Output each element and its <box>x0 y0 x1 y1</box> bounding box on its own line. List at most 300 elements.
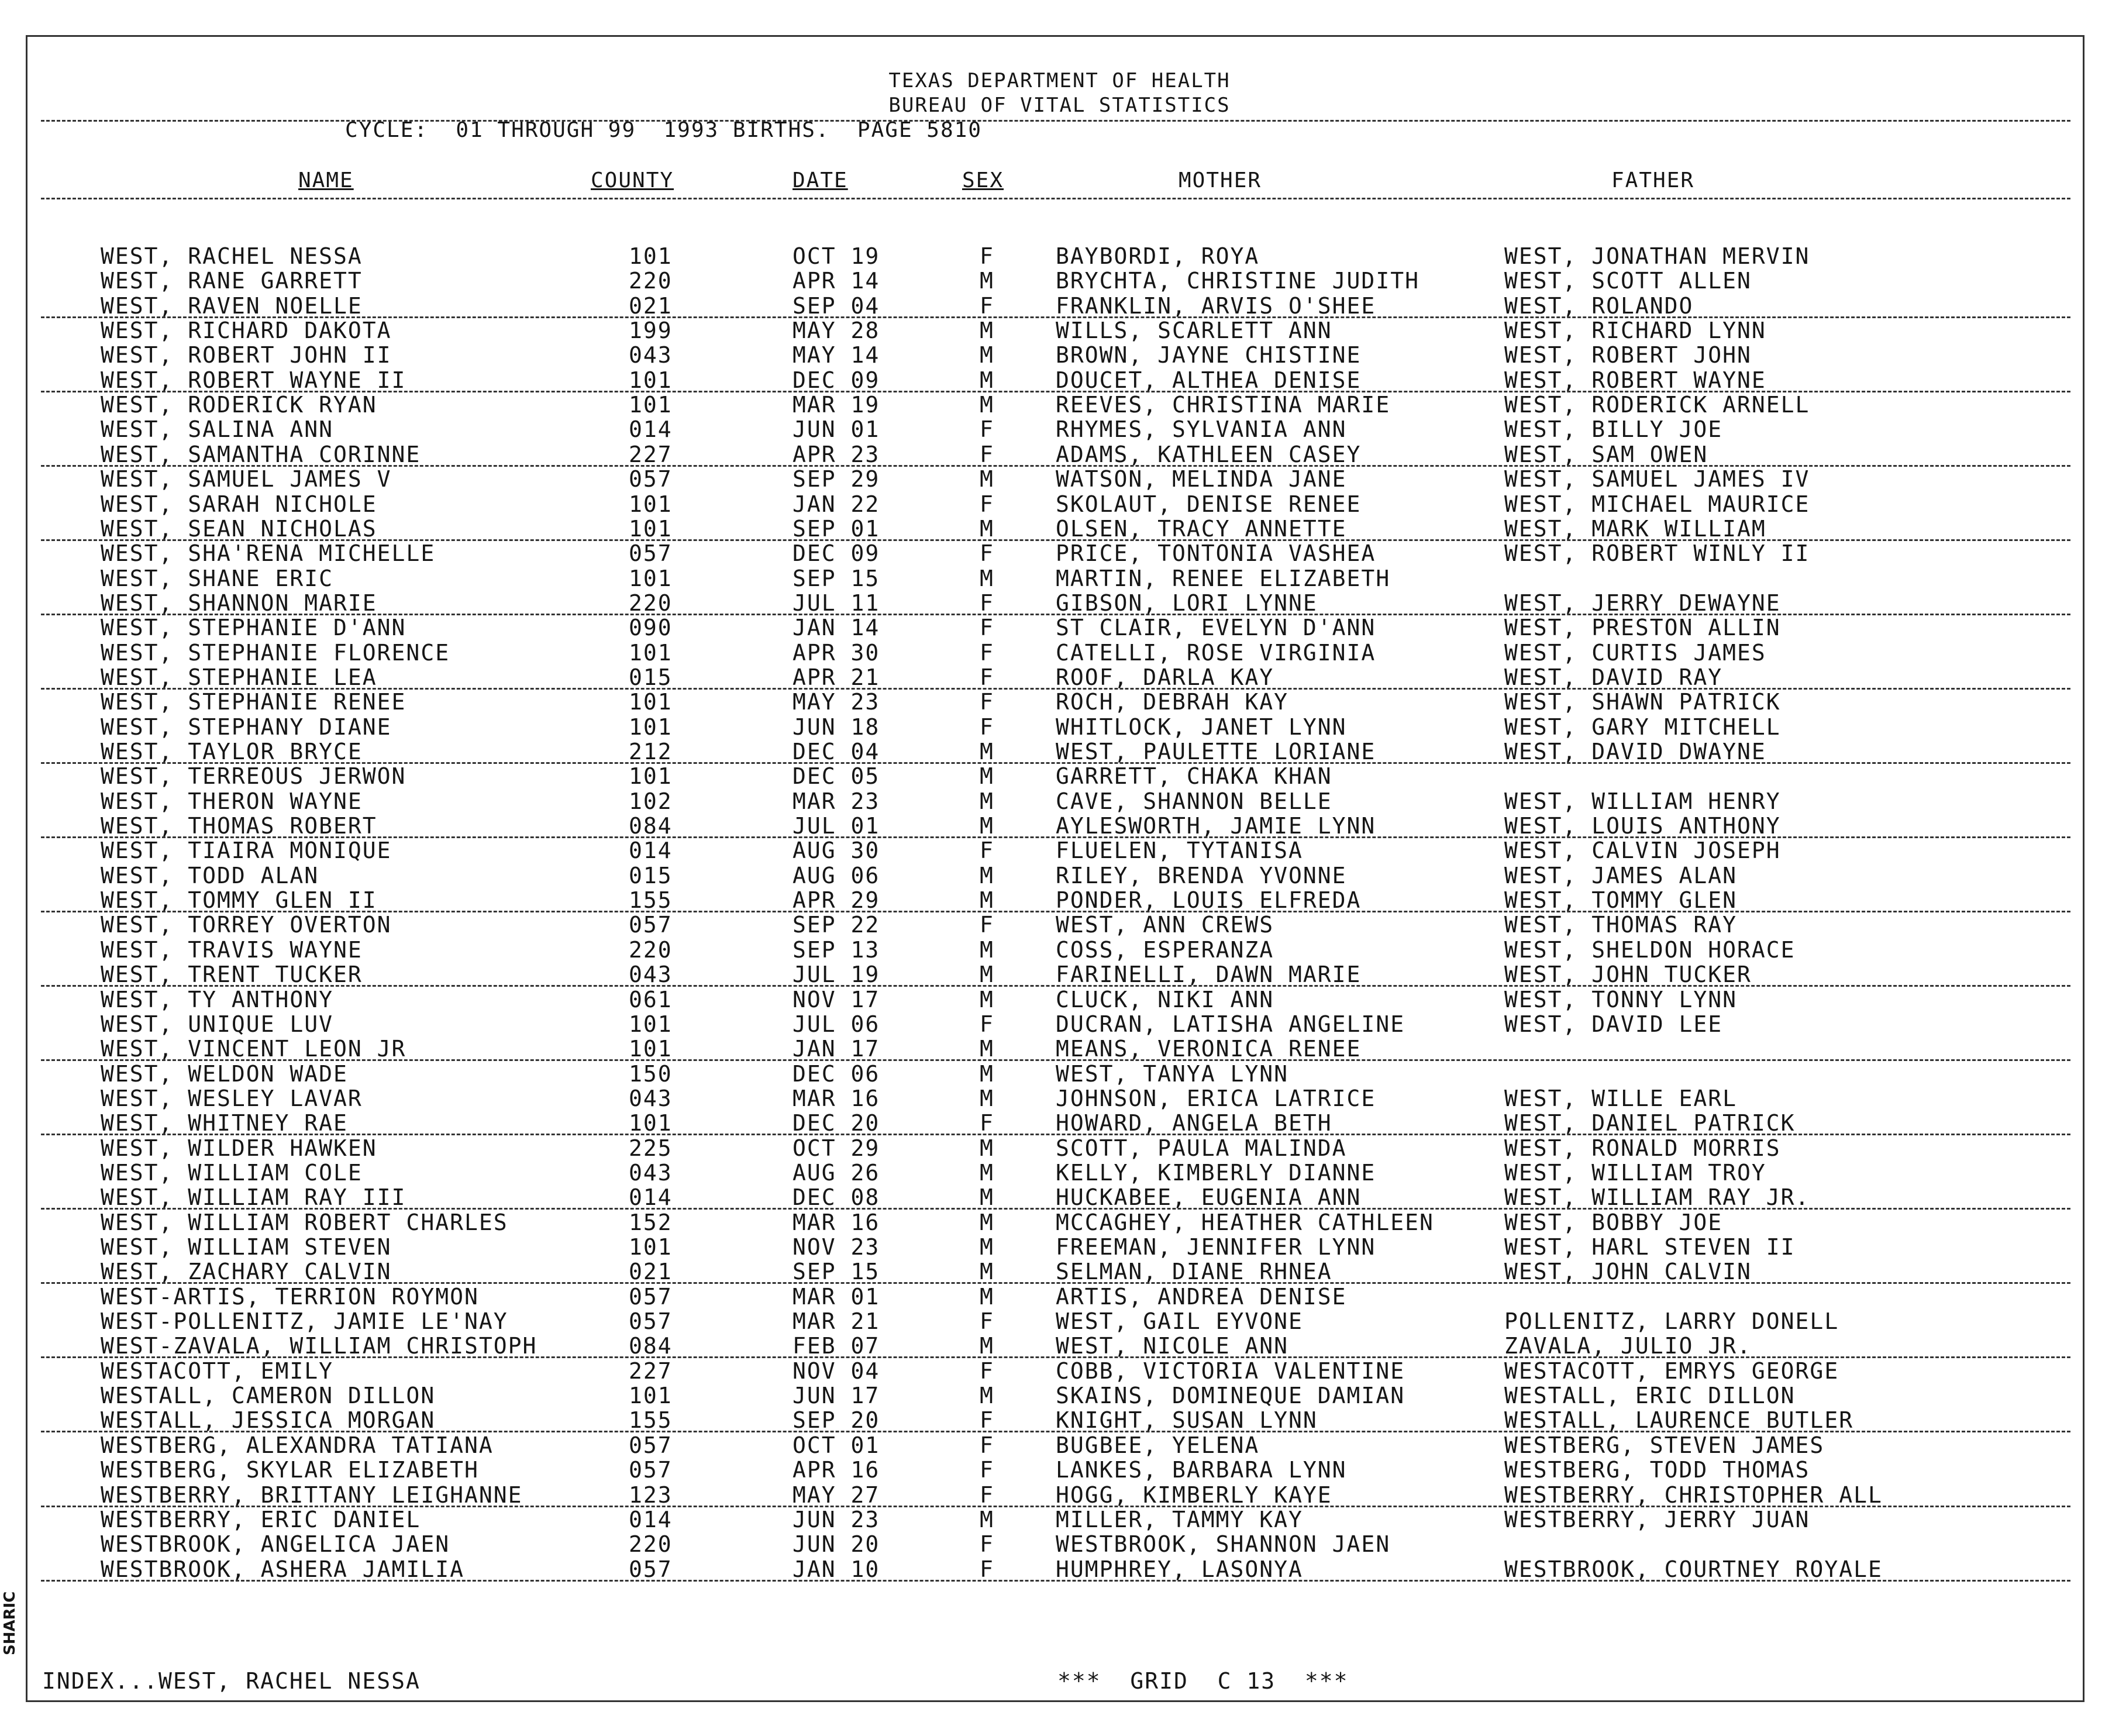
cell-sex: M <box>980 763 994 790</box>
cell-county: 101 <box>629 1036 673 1062</box>
cell-date: JUN 17 <box>793 1383 880 1409</box>
cell-mother: SCOTT, PAULA MALINDA <box>1056 1135 1347 1161</box>
cell-mother: SELMAN, DIANE RHNEA <box>1056 1259 1332 1285</box>
cell-sex: F <box>980 590 994 616</box>
cell-county: 021 <box>629 1259 673 1285</box>
cell-date: SEP 13 <box>793 936 880 963</box>
cell-sex: F <box>980 1110 994 1136</box>
cell-sex: M <box>980 268 994 294</box>
cell-county: 057 <box>629 540 673 567</box>
cell-father: WEST, WILLE EARL <box>1504 1085 1738 1111</box>
cell-name: WEST, TRENT TUCKER <box>101 962 363 988</box>
cell-sex: F <box>980 491 994 517</box>
table-row <box>0 1160 2106 1184</box>
cell-sex: M <box>980 1234 994 1260</box>
cell-county: 101 <box>629 714 673 740</box>
table-row <box>0 367 2106 392</box>
cell-father: WEST, MICHAEL MAURICE <box>1504 491 1810 517</box>
cell-date: APR 21 <box>793 664 880 690</box>
col-header-father: FATHER <box>1611 168 1695 192</box>
cell-father: ZAVALA, JULIO JR. <box>1504 1333 1752 1359</box>
cell-mother: DUCRAN, LATISHA ANGELINE <box>1056 1011 1405 1037</box>
cell-mother: JOHNSON, ERICA LATRICE <box>1056 1085 1376 1111</box>
table-row <box>0 1259 2106 1283</box>
cell-name: WEST, WILLIAM ROBERT CHARLES <box>101 1209 508 1235</box>
table-row <box>0 540 2106 565</box>
table-row <box>0 1086 2106 1110</box>
cell-date: MAY 27 <box>793 1482 880 1508</box>
cell-county: 014 <box>629 1506 673 1532</box>
cell-sex: M <box>980 1506 994 1532</box>
cell-mother: HOWARD, ANGELA BETH <box>1056 1110 1332 1136</box>
cell-mother: GARRETT, CHAKA KHAN <box>1056 763 1332 790</box>
cell-mother: KELLY, KIMBERLY DIANNE <box>1056 1159 1376 1186</box>
cell-sex: M <box>980 565 994 591</box>
cell-date: SEP 04 <box>793 292 880 319</box>
table-row <box>0 1531 2106 1556</box>
table-row <box>0 566 2106 590</box>
cell-date: JAN 14 <box>793 615 880 641</box>
table-row <box>0 1457 2106 1482</box>
cell-date: AUG 06 <box>793 862 880 888</box>
table-row <box>0 392 2106 416</box>
table-row <box>0 1184 2106 1209</box>
cell-sex: F <box>980 1407 994 1434</box>
cell-sex: M <box>980 1085 994 1111</box>
cell-sex: F <box>980 714 994 740</box>
cell-name: WEST, SHANNON MARIE <box>101 590 377 616</box>
cell-date: JUN 18 <box>793 714 880 740</box>
cell-date: JUL 01 <box>793 813 880 839</box>
cell-father: WEST, JOHN CALVIN <box>1504 1259 1752 1285</box>
cell-name: WEST-ZAVALA, WILLIAM CHRISTOPH <box>101 1333 537 1359</box>
cell-name: WEST, TODD ALAN <box>101 862 319 888</box>
header-bureau: BUREAU OF VITAL STATISTICS <box>888 94 1231 117</box>
table-row <box>0 1333 2106 1358</box>
cell-name: WEST, STEPHANIE RENEE <box>101 689 406 715</box>
cell-name: WEST, WILDER HAWKEN <box>101 1135 377 1161</box>
table-row <box>0 1383 2106 1407</box>
cell-father: WEST, DAVID LEE <box>1504 1011 1723 1037</box>
cell-county: 061 <box>629 986 673 1012</box>
cell-mother: PONDER, LOUIS ELFREDA <box>1056 887 1362 914</box>
cell-date: AUG 30 <box>793 838 880 864</box>
table-row <box>0 714 2106 739</box>
cell-county: 123 <box>629 1482 673 1508</box>
table-row <box>0 664 2106 689</box>
table-row <box>0 640 2106 664</box>
cell-mother: HUCKABEE, EUGENIA ANN <box>1056 1184 1362 1211</box>
cell-name: WESTBERG, SKYLAR ELIZABETH <box>101 1457 479 1483</box>
cell-date: MAR 21 <box>793 1308 880 1335</box>
table-row <box>0 466 2106 491</box>
cell-mother: MARTIN, RENEE ELIZABETH <box>1056 565 1391 591</box>
cell-father: WESTBERG, TODD THOMAS <box>1504 1457 1810 1483</box>
cell-county: 227 <box>629 441 673 467</box>
cell-date: JAN 22 <box>793 491 880 517</box>
cell-sex: F <box>980 615 994 641</box>
cell-sex: M <box>980 862 994 888</box>
cell-father: WEST, SHELDON HORACE <box>1504 936 1796 963</box>
table-row <box>0 912 2106 936</box>
cell-mother: HOGG, KIMBERLY KAYE <box>1056 1482 1332 1508</box>
cell-county: 101 <box>629 689 673 715</box>
table-row <box>0 1507 2106 1531</box>
cell-name: WEST, TOMMY GLEN II <box>101 887 377 914</box>
cell-county: 152 <box>629 1209 673 1235</box>
table-row <box>0 987 2106 1011</box>
cell-name: WEST, SALINA ANN <box>101 416 334 443</box>
cell-mother: MILLER, TAMMY KAY <box>1056 1506 1303 1532</box>
cell-mother: ADAMS, KATHLEEN CASEY <box>1056 441 1362 467</box>
cell-father: WEST, SHAWN PATRICK <box>1504 689 1781 715</box>
cell-father: WESTALL, LAURENCE BUTLER <box>1504 1407 1854 1434</box>
cell-father: WEST, RICHARD LYNN <box>1504 318 1766 344</box>
table-row <box>0 1036 2106 1060</box>
cell-county: 043 <box>629 342 673 368</box>
cell-sex: M <box>980 887 994 914</box>
cell-date: APR 14 <box>793 268 880 294</box>
col-header-mother: MOTHER <box>1179 168 1262 192</box>
cell-sex: F <box>980 1011 994 1037</box>
cell-date: DEC 06 <box>793 1060 880 1087</box>
cell-father: WEST, WILLIAM RAY JR. <box>1504 1184 1810 1211</box>
table-row <box>0 1234 2106 1259</box>
cell-father: WEST, GARY MITCHELL <box>1504 714 1781 740</box>
cell-name: WEST, SARAH NICHOLE <box>101 491 377 517</box>
cell-sex: M <box>980 1135 994 1161</box>
cell-sex: F <box>980 441 994 467</box>
cell-mother: RHYMES, SYLVANIA ANN <box>1056 416 1347 443</box>
cell-mother: ARTIS, ANDREA DENISE <box>1056 1283 1347 1310</box>
table-row <box>0 813 2106 838</box>
cell-father: WESTACOTT, EMRYS GEORGE <box>1504 1358 1839 1384</box>
cell-mother: WEST, TANYA LYNN <box>1056 1060 1289 1087</box>
cell-father: WEST, JONATHAN MERVIN <box>1504 243 1810 269</box>
cell-father: WEST, DANIEL PATRICK <box>1504 1110 1796 1136</box>
cell-father: POLLENITZ, LARRY DONELL <box>1504 1308 1839 1335</box>
cell-county: 043 <box>629 1085 673 1111</box>
cell-date: SEP 01 <box>793 515 880 542</box>
cell-sex: F <box>980 1432 994 1458</box>
cell-date: FEB 07 <box>793 1333 880 1359</box>
cell-name: WEST, SEAN NICHOLAS <box>101 515 377 542</box>
cell-mother: OLSEN, TRACY ANNETTE <box>1056 515 1347 542</box>
cell-date: APR 16 <box>793 1457 880 1483</box>
cell-father: WEST, THOMAS RAY <box>1504 912 1738 938</box>
cell-sex: M <box>980 367 994 393</box>
cell-date: MAY 23 <box>793 689 880 715</box>
cell-date: SEP 15 <box>793 1259 880 1285</box>
cell-mother: WESTBROOK, SHANNON JAEN <box>1056 1531 1391 1558</box>
table-row <box>0 1407 2106 1432</box>
cell-mother: CATELLI, ROSE VIRGINIA <box>1056 639 1376 666</box>
cell-father: WEST, ROBERT JOHN <box>1504 342 1752 368</box>
cell-name: WEST, RICHARD DAKOTA <box>101 318 392 344</box>
cell-mother: WEST, GAIL EYVONE <box>1056 1308 1303 1335</box>
cell-father: WEST, WILLIAM TROY <box>1504 1159 1766 1186</box>
cell-sex: M <box>980 318 994 344</box>
footer-index: INDEX...WEST, RACHEL NESSA <box>42 1668 421 1694</box>
cell-county: 101 <box>629 1234 673 1260</box>
cell-county: 220 <box>629 268 673 294</box>
cell-father: WEST, TOMMY GLEN <box>1504 887 1738 914</box>
cell-father: WEST, RODERICK ARNELL <box>1504 392 1810 418</box>
cell-mother: BRYCHTA, CHRISTINE JUDITH <box>1056 268 1419 294</box>
cell-mother: WEST, NICOLE ANN <box>1056 1333 1289 1359</box>
cell-mother: AYLESWORTH, JAMIE LYNN <box>1056 813 1376 839</box>
cell-sex: F <box>980 664 994 690</box>
cell-mother: ST CLAIR, EVELYN D'ANN <box>1056 615 1376 641</box>
table-row <box>0 1432 2106 1457</box>
cell-county: 101 <box>629 763 673 790</box>
cell-name: WEST, WILLIAM STEVEN <box>101 1234 392 1260</box>
cell-mother: WILLS, SCARLETT ANN <box>1056 318 1332 344</box>
cell-name: WEST, RACHEL NESSA <box>101 243 363 269</box>
cell-name: WESTALL, CAMERON DILLON <box>101 1383 436 1409</box>
cell-name: WEST, RODERICK RYAN <box>101 392 377 418</box>
cell-father: WEST, HARL STEVEN II <box>1504 1234 1796 1260</box>
cell-father: WEST, CALVIN JOSEPH <box>1504 838 1781 864</box>
cell-county: 057 <box>629 912 673 938</box>
cell-name: WEST, THOMAS ROBERT <box>101 813 377 839</box>
cell-father: WEST, SAM OWEN <box>1504 441 1708 467</box>
cell-mother: FREEMAN, JENNIFER LYNN <box>1056 1234 1376 1260</box>
cell-name: WESTBROOK, ASHERA JAMILIA <box>101 1556 464 1582</box>
table-row <box>0 293 2106 318</box>
cell-date: MAR 19 <box>793 392 880 418</box>
table-row <box>0 1061 2106 1086</box>
cell-sex: F <box>980 1358 994 1384</box>
cell-county: 212 <box>629 739 673 764</box>
cell-sex: M <box>980 1333 994 1359</box>
cell-name: WESTALL, JESSICA MORGAN <box>101 1407 436 1434</box>
cell-county: 043 <box>629 1159 673 1186</box>
cell-mother: BROWN, JAYNE CHISTINE <box>1056 342 1362 368</box>
cell-father: WEST, CURTIS JAMES <box>1504 639 1766 666</box>
cell-date: MAR 23 <box>793 788 880 814</box>
table-row <box>0 763 2106 788</box>
cell-date: SEP 22 <box>793 912 880 938</box>
cell-mother: SKOLAUT, DENISE RENEE <box>1056 491 1362 517</box>
cell-county: 057 <box>629 1432 673 1458</box>
cell-father: WEST, DAVID RAY <box>1504 664 1723 690</box>
cell-mother: SKAINS, DOMINEQUE DAMIAN <box>1056 1383 1405 1409</box>
table-row <box>0 268 2106 292</box>
cell-name: WEST, VINCENT LEON JR <box>101 1036 406 1062</box>
cell-mother: HUMPHREY, LASONYA <box>1056 1556 1303 1582</box>
cell-mother: WEST, ANN CREWS <box>1056 912 1274 938</box>
cell-county: 084 <box>629 1333 673 1359</box>
cell-date: JUL 19 <box>793 962 880 988</box>
cell-mother: COSS, ESPERANZA <box>1056 936 1274 963</box>
cell-father: WEST, SCOTT ALLEN <box>1504 268 1752 294</box>
cell-mother: COBB, VICTORIA VALENTINE <box>1056 1358 1405 1384</box>
cell-father: WESTBROOK, COURTNEY ROYALE <box>1504 1556 1883 1582</box>
cell-county: 227 <box>629 1358 673 1384</box>
cell-mother: PRICE, TONTONIA VASHEA <box>1056 540 1376 567</box>
cell-name: WEST, TORREY OVERTON <box>101 912 392 938</box>
cell-date: MAR 16 <box>793 1209 880 1235</box>
table-row <box>0 739 2106 763</box>
cell-name: WESTACOTT, EMILY <box>101 1358 334 1384</box>
cell-date: OCT 01 <box>793 1432 880 1458</box>
cell-name: WEST, WILLIAM COLE <box>101 1159 363 1186</box>
cell-sex: F <box>980 416 994 443</box>
table-row <box>0 1110 2106 1135</box>
cell-county: 057 <box>629 1308 673 1335</box>
cell-father: WEST, ROLANDO <box>1504 292 1694 319</box>
cell-date: JAN 17 <box>793 1036 880 1062</box>
cell-name: WEST, STEPHANIE D'ANN <box>101 615 406 641</box>
cell-sex: F <box>980 540 994 567</box>
table-row <box>0 1482 2106 1507</box>
cell-sex: F <box>980 292 994 319</box>
cell-sex: M <box>980 788 994 814</box>
cell-father: WEST, MARK WILLIAM <box>1504 515 1766 542</box>
cell-sex: M <box>980 1383 994 1409</box>
table-row <box>0 788 2106 813</box>
cell-county: 220 <box>629 590 673 616</box>
table-row <box>0 1011 2106 1036</box>
table-row <box>0 491 2106 516</box>
cell-county: 043 <box>629 962 673 988</box>
cell-mother: CAVE, SHANNON BELLE <box>1056 788 1332 814</box>
cell-mother: DOUCET, ALTHEA DENISE <box>1056 367 1362 393</box>
cell-date: DEC 20 <box>793 1110 880 1136</box>
cell-sex: F <box>980 1556 994 1582</box>
cell-sex: M <box>980 739 994 764</box>
cell-county: 101 <box>629 243 673 269</box>
table-row <box>0 416 2106 441</box>
cell-name: WEST, SHANE ERIC <box>101 565 334 591</box>
cell-sex: F <box>980 912 994 938</box>
cell-name: WESTBERRY, ERIC DANIEL <box>101 1506 421 1532</box>
cell-mother: CLUCK, NIKI ANN <box>1056 986 1274 1012</box>
cell-sex: F <box>980 1457 994 1483</box>
cell-name: WEST, WILLIAM RAY III <box>101 1184 406 1211</box>
table-row <box>0 962 2106 986</box>
side-label: SHARIC <box>1 1591 19 1655</box>
cell-date: JUL 11 <box>793 590 880 616</box>
table-row <box>0 516 2106 540</box>
cell-father: WEST, DAVID DWAYNE <box>1504 739 1766 764</box>
cell-father: WESTBERRY, JERRY JUAN <box>1504 1506 1810 1532</box>
cell-sex: M <box>980 1283 994 1310</box>
cell-mother: ROOF, DARLA KAY <box>1056 664 1274 690</box>
cell-name: WEST, SAMANTHA CORINNE <box>101 441 421 467</box>
cell-father: WEST, BOBBY JOE <box>1504 1209 1723 1235</box>
cell-mother: WEST, PAULETTE LORIANE <box>1056 739 1376 764</box>
cell-date: SEP 20 <box>793 1407 880 1434</box>
cell-date: APR 23 <box>793 441 880 467</box>
cell-date: AUG 26 <box>793 1159 880 1186</box>
table-row <box>0 838 2106 862</box>
cell-mother: REEVES, CHRISTINA MARIE <box>1056 392 1391 418</box>
footer-grid: *** GRID C 13 *** <box>1057 1668 1349 1694</box>
cell-date: JUL 06 <box>793 1011 880 1037</box>
table-row <box>0 689 2106 714</box>
table-row <box>0 615 2106 639</box>
cell-mother: FARINELLI, DAWN MARIE <box>1056 962 1362 988</box>
cell-county: 057 <box>629 1457 673 1483</box>
table-row <box>0 1308 2106 1333</box>
cell-county: 101 <box>629 565 673 591</box>
cell-date: JUN 23 <box>793 1506 880 1532</box>
cell-mother: FLUELEN, TYTANISA <box>1056 838 1303 864</box>
cell-father: WEST, ROBERT WAYNE <box>1504 367 1766 393</box>
cell-mother: WATSON, MELINDA JANE <box>1056 466 1347 492</box>
cell-father: WESTALL, ERIC DILLON <box>1504 1383 1796 1409</box>
cell-name: WEST, WHITNEY RAE <box>101 1110 348 1136</box>
cell-name: WEST, ROBERT WAYNE II <box>101 367 406 393</box>
cell-county: 101 <box>629 1383 673 1409</box>
cell-county: 090 <box>629 615 673 641</box>
cell-father: WEST, PRESTON ALLIN <box>1504 615 1781 641</box>
cell-county: 014 <box>629 1184 673 1211</box>
cell-sex: F <box>980 1482 994 1508</box>
cell-name: WEST, TERREOUS JERWON <box>101 763 406 790</box>
cell-county: 057 <box>629 1556 673 1582</box>
cell-mother: LANKES, BARBARA LYNN <box>1056 1457 1347 1483</box>
col-header-sex: SEX <box>962 168 1004 192</box>
col-header-name: NAME <box>298 168 354 192</box>
cell-county: 101 <box>629 639 673 666</box>
row-separator <box>41 1580 2070 1582</box>
table-row <box>0 243 2106 268</box>
cell-date: OCT 29 <box>793 1135 880 1161</box>
cell-sex: M <box>980 986 994 1012</box>
cell-sex: F <box>980 1308 994 1335</box>
cell-father: WEST, LOUIS ANTHONY <box>1504 813 1781 839</box>
cell-mother: MEANS, VERONICA RENEE <box>1056 1036 1362 1062</box>
cell-county: 101 <box>629 1110 673 1136</box>
cell-father: WEST, WILLIAM HENRY <box>1504 788 1781 814</box>
cell-name: WEST, STEPHANIE FLORENCE <box>101 639 450 666</box>
cell-mother: FRANKLIN, ARVIS O'SHEE <box>1056 292 1376 319</box>
cell-county: 199 <box>629 318 673 344</box>
cell-county: 101 <box>629 367 673 393</box>
cell-date: MAR 16 <box>793 1085 880 1111</box>
cycle-line: CYCLE: 01 THROUGH 99 1993 BIRTHS. PAGE 5810 <box>345 118 982 142</box>
cell-father: WEST, RONALD MORRIS <box>1504 1135 1781 1161</box>
cell-county: 101 <box>629 1011 673 1037</box>
cell-date: DEC 09 <box>793 367 880 393</box>
cell-county: 220 <box>629 1531 673 1558</box>
cell-sex: F <box>980 639 994 666</box>
cell-date: MAY 14 <box>793 342 880 368</box>
cell-county: 014 <box>629 838 673 864</box>
cell-date: DEC 05 <box>793 763 880 790</box>
table-row <box>0 590 2106 615</box>
cell-county: 101 <box>629 392 673 418</box>
cell-date: NOV 23 <box>793 1234 880 1260</box>
table-row <box>0 1284 2106 1308</box>
cell-sex: M <box>980 962 994 988</box>
cell-father: WEST, ROBERT WINLY II <box>1504 540 1810 567</box>
table-row <box>0 442 2106 466</box>
cell-mother: ROCH, DEBRAH KAY <box>1056 689 1289 715</box>
cell-date: APR 30 <box>793 639 880 666</box>
cell-date: DEC 08 <box>793 1184 880 1211</box>
cell-date: DEC 09 <box>793 540 880 567</box>
cell-sex: M <box>980 813 994 839</box>
cell-name: WEST, SHA'RENA MICHELLE <box>101 540 436 567</box>
table-row <box>0 937 2106 962</box>
cell-father: WESTBERRY, CHRISTOPHER ALL <box>1504 1482 1883 1508</box>
table-row <box>0 318 2106 342</box>
cell-name: WEST, WELDON WADE <box>101 1060 348 1087</box>
